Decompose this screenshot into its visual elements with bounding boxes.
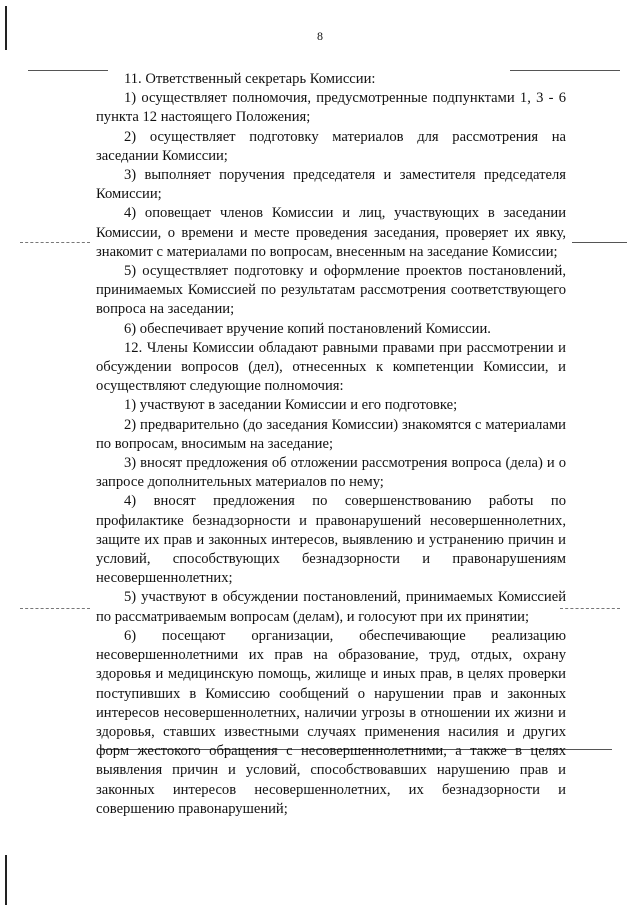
- document-body: [96, 70, 566, 819]
- paragraph: 6) обеспечивает вручение копий постановлений Комиссии.: [124, 320, 491, 337]
- paragraph: 1) осуществляет полномочия, предусмотренные подпунктами 1, 3 - 6 пункта 12 настоящего Положения;: [96, 90, 566, 126]
- paragraph: 5) осуществляет подготовку и оформление проектов постановлений, принимаемых Комиссией по результатам рассмотрения соответствующего вопроса на заседании;: [96, 263, 566, 318]
- scan-artifact-line: [20, 608, 90, 609]
- paragraph: 6) посещают организации, обеспечивающие реализацию несовершеннолетними их прав на образование, труд, отдых, охрану здоровья и медицинскую помощь, жилище и иных прав, в целях проверки поступивших в Комиссию сообщений о нарушении прав и законных интересов несовершеннолетних, наличии угрозы в отношении их жизни и здоровья, ставших известными случаях применения насилия и других форм жестокого обращения с несовершеннолетними, а также в целях выявления причин и условий, способствовавших нарушению прав и законных интересов несовершеннолетних, их безнадзорности и совершению правонарушений;: [96, 627, 566, 817]
- page-number: 8: [317, 29, 323, 43]
- paragraph: 1) участвуют в заседании Комиссии и его подготовке;: [124, 397, 458, 414]
- paragraph: 3) выполняет поручения председателя и заместителя председателя Комиссии;: [96, 167, 566, 203]
- paragraph: 2) предварительно (до заседания Комиссии) знакомятся с материалами по вопросам, вносимым на заседание;: [96, 416, 566, 452]
- scan-artifact-line: [560, 608, 620, 609]
- scan-margin-mark: [5, 855, 7, 905]
- paragraph: 4) вносят предложения по совершенствованию работы по профилактике безнадзорности и правонарушений несовершеннолетних, защите их прав и законных интересов, выявлению и устранению причин и условий, способствующих безнадзорности и правонарушениям несовершеннолетних;: [96, 493, 566, 587]
- scan-artifact-line: [572, 242, 627, 243]
- paragraph: 12. Члены Комиссии обладают равными правами при рассмотрении и обсуждении вопросов (дел), отнесенных к компетенции Комиссии, и осуществляют следующие полномочия:: [96, 339, 566, 395]
- paragraph: 5) участвуют в обсуждении постановлений, принимаемых Комиссией по рассматриваемым вопросам (делам), и голосуют при их принятии;: [96, 589, 566, 625]
- scan-artifact-line: [20, 242, 90, 243]
- paragraph: 3) вносят предложения об отложении рассмотрения вопроса (дела) и о запросе дополнительных материалов по нему;: [96, 455, 566, 491]
- paragraph: 4) оповещает членов Комиссии и лиц, участвующих в заседании Комиссии, о времени и месте проведения заседания, проверяет их явку, знакомит с материалами по вопросам, внесенным на заседание Комиссии;: [96, 205, 566, 260]
- paragraph: 11. Ответственный секретарь Комиссии:: [124, 71, 376, 87]
- paragraph: 2) осуществляет подготовку материалов для рассмотрения на заседании Комиссии;: [96, 128, 566, 164]
